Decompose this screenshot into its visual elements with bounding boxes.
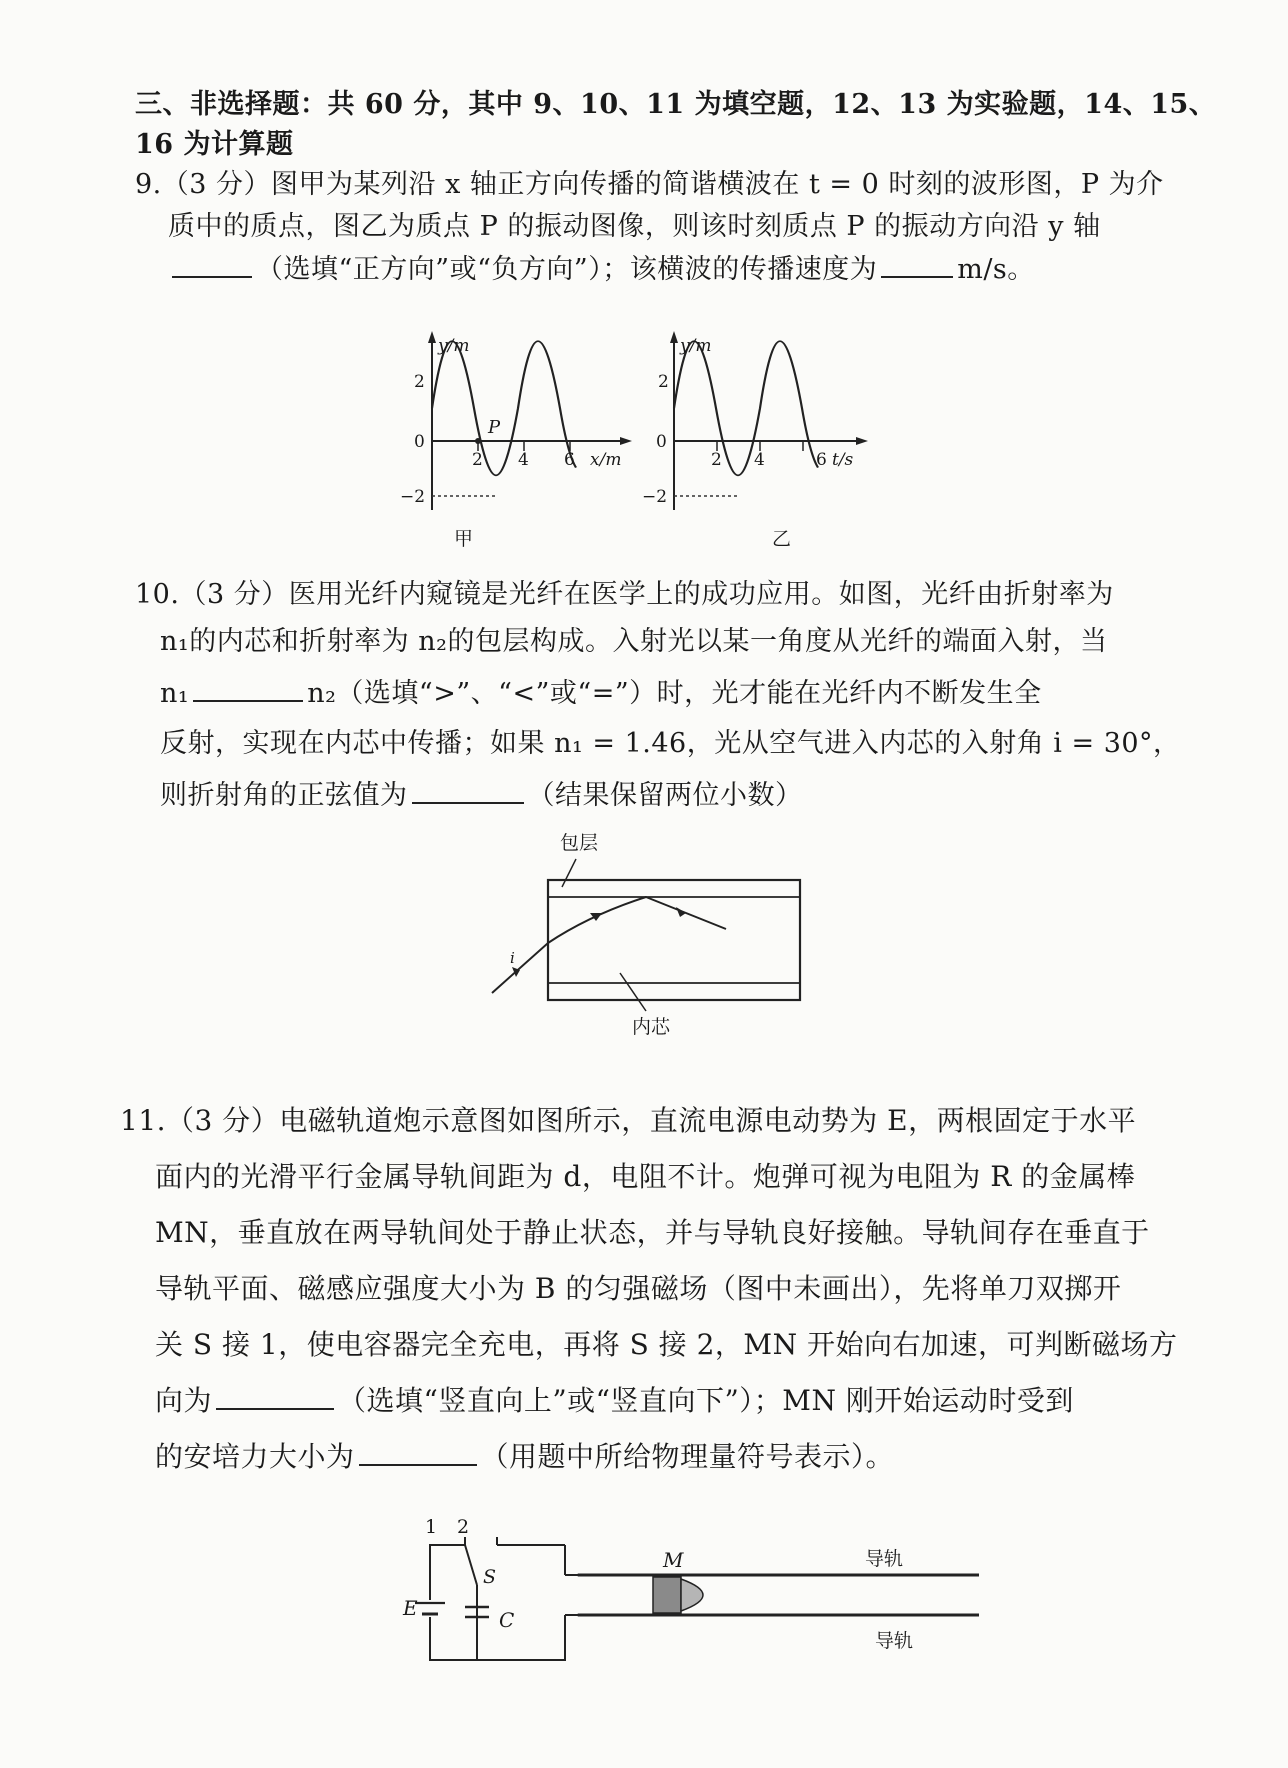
fig-rg-pos2: 2 xyxy=(457,1516,470,1538)
q9-line2: 质中的质点，图乙为质点 P 的振动图像，则该时刻质点 P 的振动方向沿 y 轴 xyxy=(168,211,1101,242)
fig-rg-rail-bottom-label: 导轨 xyxy=(875,1630,914,1652)
fig-rg-emf-label: E xyxy=(403,1596,418,1620)
fig-rg-rail-top-label: 导轨 xyxy=(865,1548,904,1570)
q10-line3-n1: n₁ xyxy=(160,678,190,709)
q10-line5 xyxy=(160,778,803,813)
fig-a-xtick-6: 6 xyxy=(564,450,575,470)
fig-a-x-arrow xyxy=(620,437,632,445)
fig-rg-rod-label: M xyxy=(663,1548,684,1572)
q10-fiber-figure xyxy=(480,825,830,1040)
q11-line7-text-b: （用题中所给物理量符号表示）。 xyxy=(480,1440,895,1473)
q9-blank-direction[interactable] xyxy=(172,252,252,278)
fig-b-xtick-6: 6 xyxy=(816,450,827,470)
fig-rg-wire-left-bottom xyxy=(430,1615,565,1660)
fig-b-xtick-2: 2 xyxy=(711,450,722,470)
fig-fiber-outer xyxy=(548,880,800,1000)
fig-rg-wire-left-top xyxy=(430,1545,445,1600)
q11-line6-text-a: 向为 xyxy=(155,1384,213,1417)
fig-b-origin: 0 xyxy=(656,432,667,452)
q11-line7-text-a: 的安培力大小为 xyxy=(155,1440,355,1473)
fig-a-origin: 0 xyxy=(414,432,425,452)
fig-b-vibration-curve xyxy=(674,341,818,475)
q11-line6-text-b: （选填“竖直向上”或“竖直向下”）；MN 刚开始运动时受到 xyxy=(338,1384,1074,1417)
q10-line3-text: n₂（选填“>”、“<”或“=”）时，光才能在光纤内不断发生全 xyxy=(307,678,1042,709)
q9-wave-figure xyxy=(400,335,660,555)
q10-blank-relation[interactable] xyxy=(193,676,303,702)
q11-line2: 面内的光滑平行金属导轨间距为 d，电阻不计。炮弹可视为电阻为 R 的金属棒 xyxy=(155,1160,1136,1193)
q11-railgun-figure xyxy=(395,1515,980,1665)
fig-a-ytick-neg2: −2 xyxy=(400,487,426,507)
q9-line3 xyxy=(168,252,1035,287)
q10-blank-sine[interactable] xyxy=(412,778,524,804)
fig-fiber-cladding-label: 包层 xyxy=(560,832,599,854)
q11-line5: 关 S 接 1，使电容器完全充电，再将 S 接 2，MN 开始向右加速，可判断磁场方 xyxy=(155,1328,1178,1361)
q11-line4: 导轨平面、磁感应强度大小为 B 的匀强磁场（图中未画出），先将单刀双掷开 xyxy=(155,1272,1122,1305)
q11-blank-force[interactable] xyxy=(359,1440,477,1466)
section-header-line2: 16 为计算题 xyxy=(135,129,294,160)
fig-b-xtick-4: 4 xyxy=(754,450,765,470)
fig-a-point-p-dot xyxy=(475,438,481,444)
fig-a-xlabel: x/m xyxy=(590,450,622,470)
fig-b-x-arrow xyxy=(856,437,868,445)
section-header-line1: 三、非选择题：共 60 分，其中 9、10、11 为填空题，12、13 为实验题，14、15、 xyxy=(135,89,1217,120)
q11-line6 xyxy=(155,1384,1074,1418)
fig-b-xlabel: t/s xyxy=(832,450,854,470)
q9-vibration-figure xyxy=(642,335,902,555)
q11-line7 xyxy=(155,1440,894,1474)
fig-b-y-arrow xyxy=(670,331,678,343)
fig-rg-pos1: 1 xyxy=(425,1516,438,1538)
fig-b-ytick-2: 2 xyxy=(658,372,669,392)
q11-blank-field-direction[interactable] xyxy=(216,1384,334,1410)
fig-fiber-cladding-pointer xyxy=(562,859,576,887)
q10-line4: 反射，实现在内芯中传播；如果 n₁ = 1.46，光从空气进入内芯的入射角 i = 30°， xyxy=(160,728,1181,759)
q10-line5-text-b: （结果保留两位小数） xyxy=(527,780,803,811)
q10-line1: 10.（3 分）医用光纤内窥镜是光纤在医学上的成功应用。如图，光纤由折射率为 xyxy=(135,579,1114,610)
q9-blank-speed[interactable] xyxy=(881,252,953,278)
q10-line2: n₁的内芯和折射率为 n₂的包层构成。入射光以某一角度从光纤的端面入射，当 xyxy=(160,626,1108,657)
q10-line3 xyxy=(160,676,1042,711)
fig-fiber-core-pointer xyxy=(620,973,646,1011)
fig-b-ytick-neg2: −2 xyxy=(642,487,668,507)
fig-fiber-core-label: 内芯 xyxy=(632,1016,671,1038)
q9-line1: 9.（3 分）图甲为某列沿 x 轴正方向传播的简谐横波在 t = 0 时刻的波形图，P 为介 xyxy=(135,169,1164,200)
fig-a-y-arrow xyxy=(428,331,436,343)
fig-rg-projectile-head xyxy=(681,1579,703,1611)
q9-line3-unit: m/s。 xyxy=(957,254,1035,285)
fig-a-wave-curve xyxy=(432,341,576,475)
q11-line3: MN，垂直放在两导轨间处于静止状态，并与导轨良好接触。导轨间存在垂直于 xyxy=(155,1216,1150,1249)
fig-a-ylabel: y/m xyxy=(438,336,470,356)
q11-line1: 11.（3 分）电磁轨道炮示意图如图所示，直流电源电动势为 E，两根固定于水平 xyxy=(120,1104,1137,1137)
fig-fiber-angle-label: i xyxy=(510,949,515,967)
fig-b-caption: 乙 xyxy=(772,528,792,550)
fig-a-xtick-2: 2 xyxy=(472,450,483,470)
fig-a-caption: 甲 xyxy=(454,528,474,550)
fig-a-ytick-2: 2 xyxy=(414,372,425,392)
q10-line5-text-a: 则折射角的正弦值为 xyxy=(160,780,408,811)
fig-rg-cap-label: C xyxy=(499,1608,515,1632)
fig-a-point-p: P xyxy=(488,417,501,438)
fig-fiber-arrow-2 xyxy=(590,913,602,921)
fig-b-ylabel: y/m xyxy=(680,336,712,356)
fig-fiber-light-ray xyxy=(492,897,726,993)
q9-line3-text-a: （选填“正方向”或“负方向”）；该横波的传播速度为 xyxy=(256,254,878,285)
fig-rg-switch-label: S xyxy=(483,1566,497,1588)
fig-rg-rod-mn xyxy=(653,1577,681,1613)
fig-a-xtick-4: 4 xyxy=(518,450,529,470)
fig-rg-switch-blade xyxy=(465,1545,477,1585)
